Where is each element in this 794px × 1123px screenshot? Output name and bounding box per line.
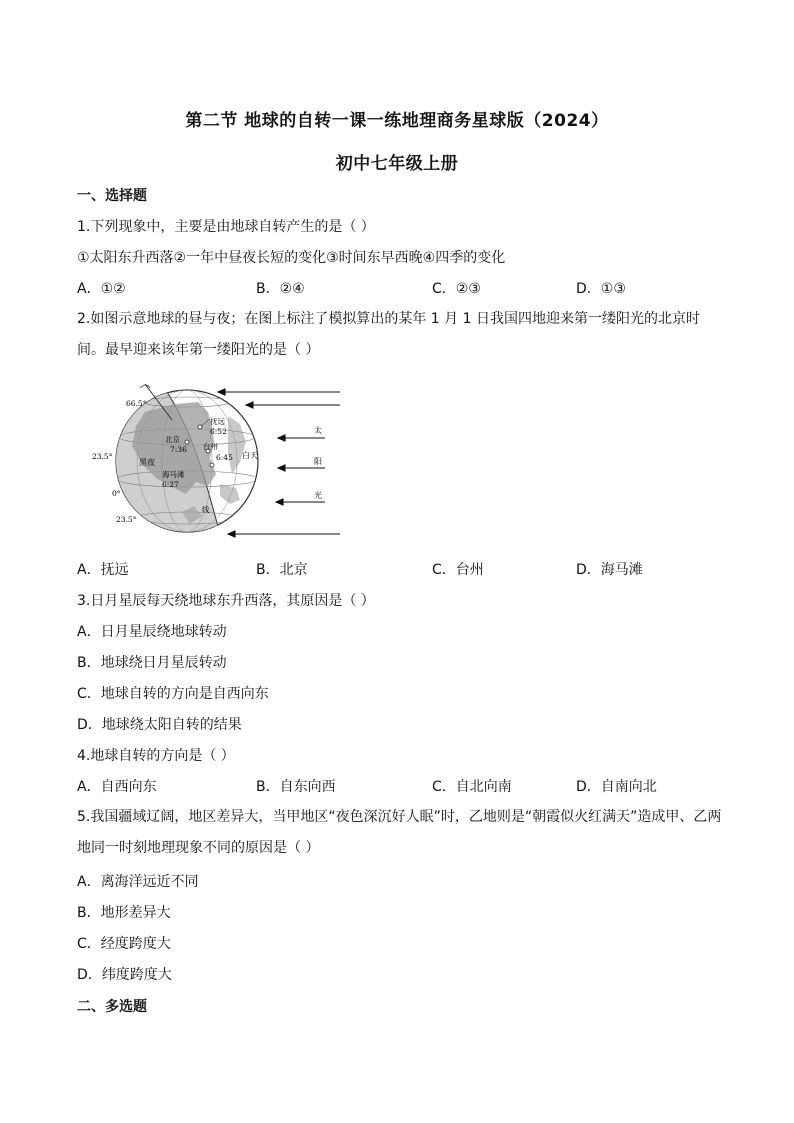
question-1-stem: 1.下列现象中，主要是由地球自转产生的是（ ）: [77, 219, 375, 235]
place-time-fuyuan: 6:52: [210, 427, 227, 436]
question-4-stem: 4.地球自转的方向是（ ）: [77, 748, 235, 764]
question-3-stem: 3.日月星辰每天绕地球东升西落，其原因是（ ）: [77, 593, 375, 609]
place-time-beijing: 7:36: [170, 445, 187, 454]
option-d[interactable]: D．自南向北: [576, 779, 657, 795]
document-subtitle: 初中七年级上册: [335, 154, 459, 174]
rotation-arrow-icon: [140, 385, 150, 388]
question-1-options: [0, 279, 794, 299]
option-d[interactable]: D．①③: [576, 281, 626, 297]
day-label: 白天: [242, 451, 258, 460]
question-5-stem: 5.我国疆域辽阔，地区差异大，当甲地区“夜色深沉好人眠”时，乙地则是“朝霞似火红满天”造成甲、乙两地同一时刻地理现象不同的原因是（ ）: [77, 809, 722, 856]
lat-label-23s: 23.5°: [116, 515, 137, 524]
option-a[interactable]: A．离海洋远近不同: [77, 874, 199, 890]
option-c[interactable]: C．②③: [432, 281, 481, 297]
option-b[interactable]: B．北京: [256, 562, 308, 578]
option-a[interactable]: A．日月星辰绕地球转动: [77, 624, 227, 640]
question-2-options: [0, 560, 794, 580]
lat-label-66: 66.5°: [126, 399, 147, 408]
option-c[interactable]: C．经度跨度大: [77, 936, 171, 952]
option-b[interactable]: B．自东向西: [256, 779, 336, 795]
question-2-stem: 2.如图示意地球的昼与夜；在图上标注了模拟算出的某年 1 月 1 日我国四地迎来第一缕阳光的北京时间。最早迎来该年第一缕阳光的是（ ）: [77, 311, 700, 358]
document-title: 第二节 地球的自转一课一练地理商务星球版（2024）: [185, 111, 609, 131]
option-a[interactable]: A．自西向东: [77, 779, 157, 795]
place-name-taizhou: 台州: [203, 442, 218, 451]
option-c[interactable]: C．台州: [432, 562, 484, 578]
question-4-options: [0, 777, 794, 797]
section-heading-multi-choice: 二、多选题: [77, 999, 147, 1015]
earth-day-night-figure: [90, 382, 345, 542]
place-time-taizhou: 6:45: [216, 453, 233, 462]
option-c[interactable]: C．地球自转的方向是自西向东: [77, 686, 269, 702]
sunlight-char-3: 光: [314, 491, 322, 500]
lat-label-0: 0°: [112, 489, 121, 498]
option-b[interactable]: B．地球绕日月星辰转动: [77, 655, 227, 671]
option-d[interactable]: D．海马滩: [576, 562, 643, 578]
sunlight-char-1: 太: [314, 426, 322, 435]
option-b[interactable]: B．地形差异大: [77, 905, 171, 921]
sunlight-char-2: 阳: [314, 457, 322, 466]
lat-label-23n: 23.5°: [92, 452, 113, 461]
place-name-haimatan: 海马滩: [162, 470, 185, 479]
place-marker-beijing: [185, 440, 189, 444]
terminator-label: 线: [202, 505, 210, 514]
option-d[interactable]: D．纬度跨度大: [77, 967, 172, 983]
option-b[interactable]: B．②④: [256, 281, 305, 297]
place-name-beijing: 北京: [165, 435, 180, 444]
night-label: 黑夜: [139, 458, 155, 467]
place-time-haimatan: 6:27: [162, 480, 179, 489]
option-a[interactable]: A．①②: [77, 281, 126, 297]
place-name-fuyuan: 抚远: [210, 417, 225, 426]
place-marker-haimatan: [210, 463, 214, 467]
option-d[interactable]: D．地球绕太阳自转的结果: [77, 717, 242, 733]
question-1-statement: ①太阳东升西落②一年中昼夜长短的变化③时间东早西晚④四季的变化: [77, 250, 506, 266]
section-heading-single-choice: 一、选择题: [77, 188, 147, 204]
option-c[interactable]: C．自北向南: [432, 779, 512, 795]
option-a[interactable]: A．抚远: [77, 562, 129, 578]
